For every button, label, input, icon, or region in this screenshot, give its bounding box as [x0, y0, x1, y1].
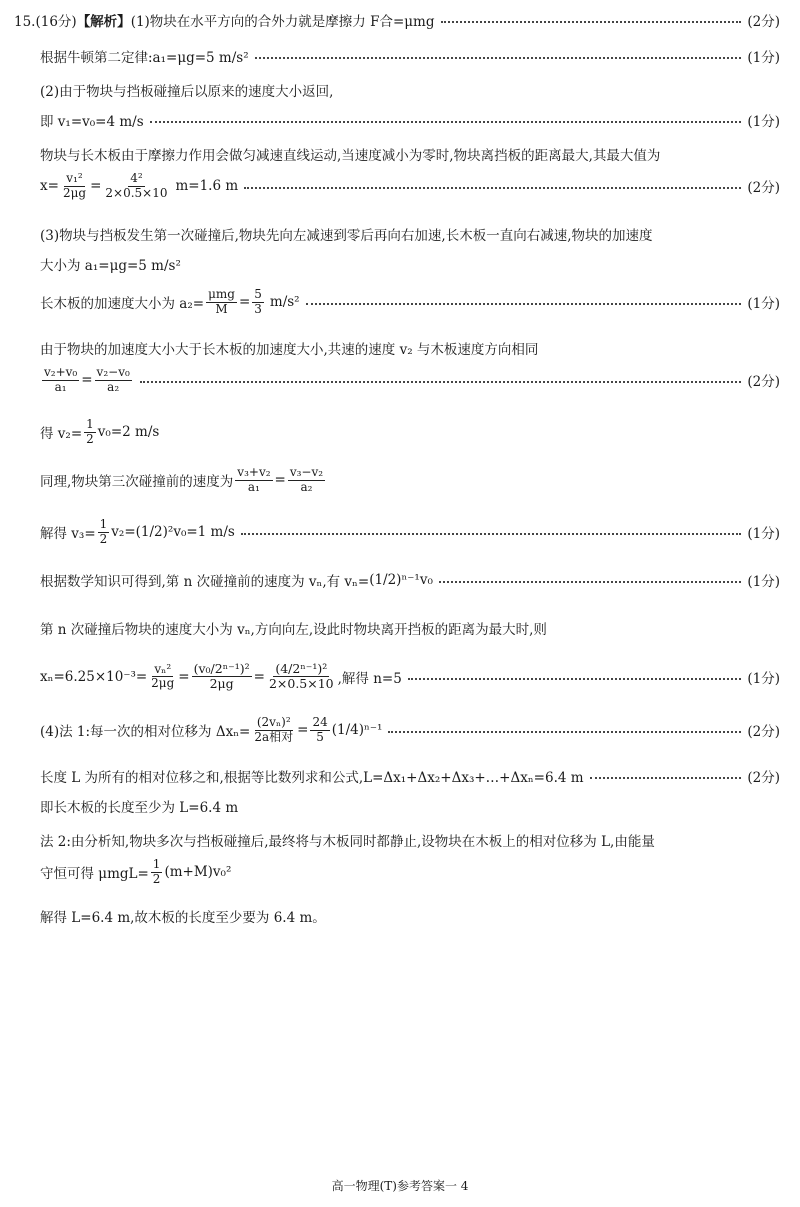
num: v₃−v₂: [289, 465, 324, 479]
equals: =: [297, 722, 309, 739]
num: vₙ²: [154, 661, 172, 676]
fraction: [151, 858, 163, 887]
text: 由于物块的加速度大小大于长木板的加速度大小,共速的速度 v₂ 与木板速度方向相同: [40, 342, 539, 358]
text: 物块与长木板由于摩擦力作用会做匀减速直线运动,当速度减小为零时,物块离挡板的距离最大,其最大值为: [40, 148, 661, 164]
equals: =: [90, 178, 102, 195]
text: v₂=(1/2)²v₀=1 m/s: [111, 524, 235, 541]
points: (2分): [747, 14, 780, 30]
fraction: [192, 662, 252, 692]
dot-leader: [150, 121, 742, 123]
q15-line-4: [40, 110, 780, 130]
fraction: [288, 466, 325, 495]
num: 24: [312, 715, 328, 729]
fraction: [235, 466, 272, 495]
fraction: [252, 288, 264, 317]
fraction: [42, 366, 79, 395]
q15-line-23: [40, 906, 780, 926]
num: v₁²: [66, 171, 83, 185]
q15-line-20: [40, 796, 780, 816]
dot-leader: [590, 777, 742, 779]
text: (3)物块与挡板发生第一次碰撞后,物块先向左减速到零后再向右加速,长木板一直向右减速,物块的加速度: [40, 228, 653, 244]
text: 得 v₂=: [40, 426, 83, 443]
num: v₂−v₀: [96, 365, 130, 379]
text: 解得 v₃=: [40, 526, 96, 543]
text: x=: [40, 178, 59, 195]
text: 同理,物块第三次碰撞前的速度为: [40, 474, 234, 491]
text: (4)法 1:每一次的相对位移为 Δxₙ=: [40, 724, 251, 741]
num: v₃+v₂: [237, 465, 271, 479]
points: (1分): [747, 296, 780, 313]
num: μmg: [208, 287, 235, 301]
q15-line-10: [40, 338, 780, 358]
q15-line-1: [14, 10, 780, 30]
text: (2)由于物块与挡板碰撞后以原来的速度大小返回,: [40, 84, 334, 100]
q15-line-22: [40, 858, 780, 887]
den: M: [215, 301, 228, 316]
text: 即长木板的长度至少为 L=6.4 m: [40, 800, 239, 816]
dot-leader: [388, 731, 741, 733]
den: a₂: [107, 379, 120, 394]
q15-line-9: [40, 288, 780, 317]
equals: =: [178, 668, 190, 685]
dot-leader: [241, 533, 742, 535]
den: 2μg: [209, 676, 234, 692]
text: 第 n 次碰撞后物块的速度大小为 vₙ,方向向左,设此时物块离开挡板的距离为最大时,则: [40, 622, 547, 638]
dot-leader: [408, 678, 742, 680]
text: 根据牛顿第二定律:a₁=μg=5 m/s²: [40, 50, 249, 66]
num: (v₀/2ⁿ⁻¹)²: [193, 661, 250, 676]
q15-line-18: [40, 716, 780, 745]
equals: =: [274, 472, 286, 489]
text: 根据数学知识可得到,第 n 次碰撞前的速度为 vₙ,有 vₙ=: [40, 574, 370, 590]
dot-leader: [255, 57, 742, 59]
text: 法 2:由分析知,物块多次与挡板碰撞后,最终将与木板同时都静止,设物块在木板上的相对位移为 L,由能量: [40, 834, 655, 850]
text: 长度 L 为所有的相对位移之和,根据等比数列求和公式,L=Δx₁+Δx₂+Δx₃+…+Δxₙ=6.4 m: [40, 770, 584, 786]
text: 大小为 a₁=μg=5 m/s²: [40, 258, 181, 274]
den: 2×0.5×10: [105, 185, 168, 200]
q15-line-19: [40, 766, 780, 786]
text: (1/4)ⁿ⁻¹: [331, 722, 383, 739]
fraction: [206, 288, 237, 317]
num: 4²: [130, 171, 143, 185]
equals: =: [253, 668, 265, 685]
fraction: [310, 716, 329, 745]
fraction: [95, 366, 132, 395]
den: 2: [86, 431, 94, 446]
num: (4/2ⁿ⁻¹)²: [275, 661, 328, 676]
fraction: [267, 662, 336, 692]
fraction: [103, 172, 169, 201]
text: 长木板的加速度大小为 a₂=: [40, 296, 205, 313]
q15-line-3: [40, 80, 780, 100]
equals: =: [238, 294, 251, 311]
num: 5: [254, 287, 262, 301]
points: (1分): [747, 526, 780, 543]
points: (1分): [747, 574, 780, 590]
den: 5: [316, 729, 324, 744]
text: 守恒可得 μmgL=: [40, 866, 149, 883]
num: (2vₙ)²: [256, 715, 291, 729]
fraction: [252, 716, 295, 745]
points: (2分): [747, 180, 780, 197]
q15-line-6: [40, 172, 780, 201]
points: (2分): [747, 724, 780, 741]
q15-line-7: [40, 224, 780, 244]
dot-leader: [140, 381, 742, 383]
num: v₂+v₀: [44, 365, 78, 379]
den: 2a相对: [254, 729, 294, 744]
q15-line-15: [40, 570, 780, 590]
fraction: [84, 418, 96, 447]
q15-line-17: [40, 662, 780, 692]
points: (2分): [747, 770, 780, 786]
text: xₙ=6.25×10⁻³=: [40, 668, 148, 685]
points: (1分): [747, 114, 780, 130]
den: 2μg: [62, 185, 87, 200]
q15-line-12: [40, 418, 780, 447]
text: (1/2)ⁿ⁻¹v₀: [369, 572, 433, 588]
q15-line-13: [40, 466, 780, 495]
page-footer: 高一物理(T)参考答案一 4: [331, 1179, 469, 1193]
den: 3: [254, 301, 262, 316]
den: 2×0.5×10: [268, 676, 334, 692]
num: 1: [99, 517, 108, 531]
fraction: [98, 518, 110, 547]
q15-line-2: [40, 46, 780, 66]
q15-line-5: [40, 144, 780, 164]
den: 2: [152, 871, 161, 886]
q15-line-16: [40, 618, 780, 638]
fraction: [149, 663, 176, 692]
q15-line-21: [40, 830, 780, 850]
text: m=1.6 m: [175, 178, 239, 195]
den: 2: [99, 531, 108, 546]
den: a₁: [54, 379, 67, 394]
analysis-tag: 【解析】: [76, 14, 131, 30]
points: (2分): [747, 374, 780, 391]
text: ,解得 n=5: [337, 670, 402, 687]
den: a₂: [300, 479, 313, 494]
dot-leader: [439, 581, 742, 583]
text: 即 v₁=v₀=4 m/s: [40, 114, 144, 130]
text: v₀=2 m/s: [97, 424, 160, 441]
text: m/s²: [269, 294, 300, 311]
q15-line-8: [40, 254, 780, 274]
points: (1分): [747, 50, 780, 66]
num: 1: [152, 857, 161, 871]
dot-leader: [441, 21, 742, 23]
points: (1分): [747, 670, 780, 687]
den: 2μg: [151, 676, 175, 691]
den: a₁: [247, 479, 260, 494]
text: (1)物块在水平方向的合外力就是摩擦力 F合=μmg: [130, 14, 435, 30]
q15-line-14: [40, 518, 780, 547]
q15-line-11: [40, 366, 780, 395]
fraction: [61, 172, 88, 201]
dot-leader: [244, 187, 741, 189]
num: 1: [86, 417, 94, 431]
text: 解得 L=6.4 m,故木板的长度至少要为 6.4 m。: [40, 910, 326, 926]
dot-leader: [306, 303, 742, 305]
equals: =: [81, 372, 93, 389]
text: (m+M)v₀²: [164, 864, 232, 881]
q15-header: 15.(16分): [14, 14, 77, 30]
